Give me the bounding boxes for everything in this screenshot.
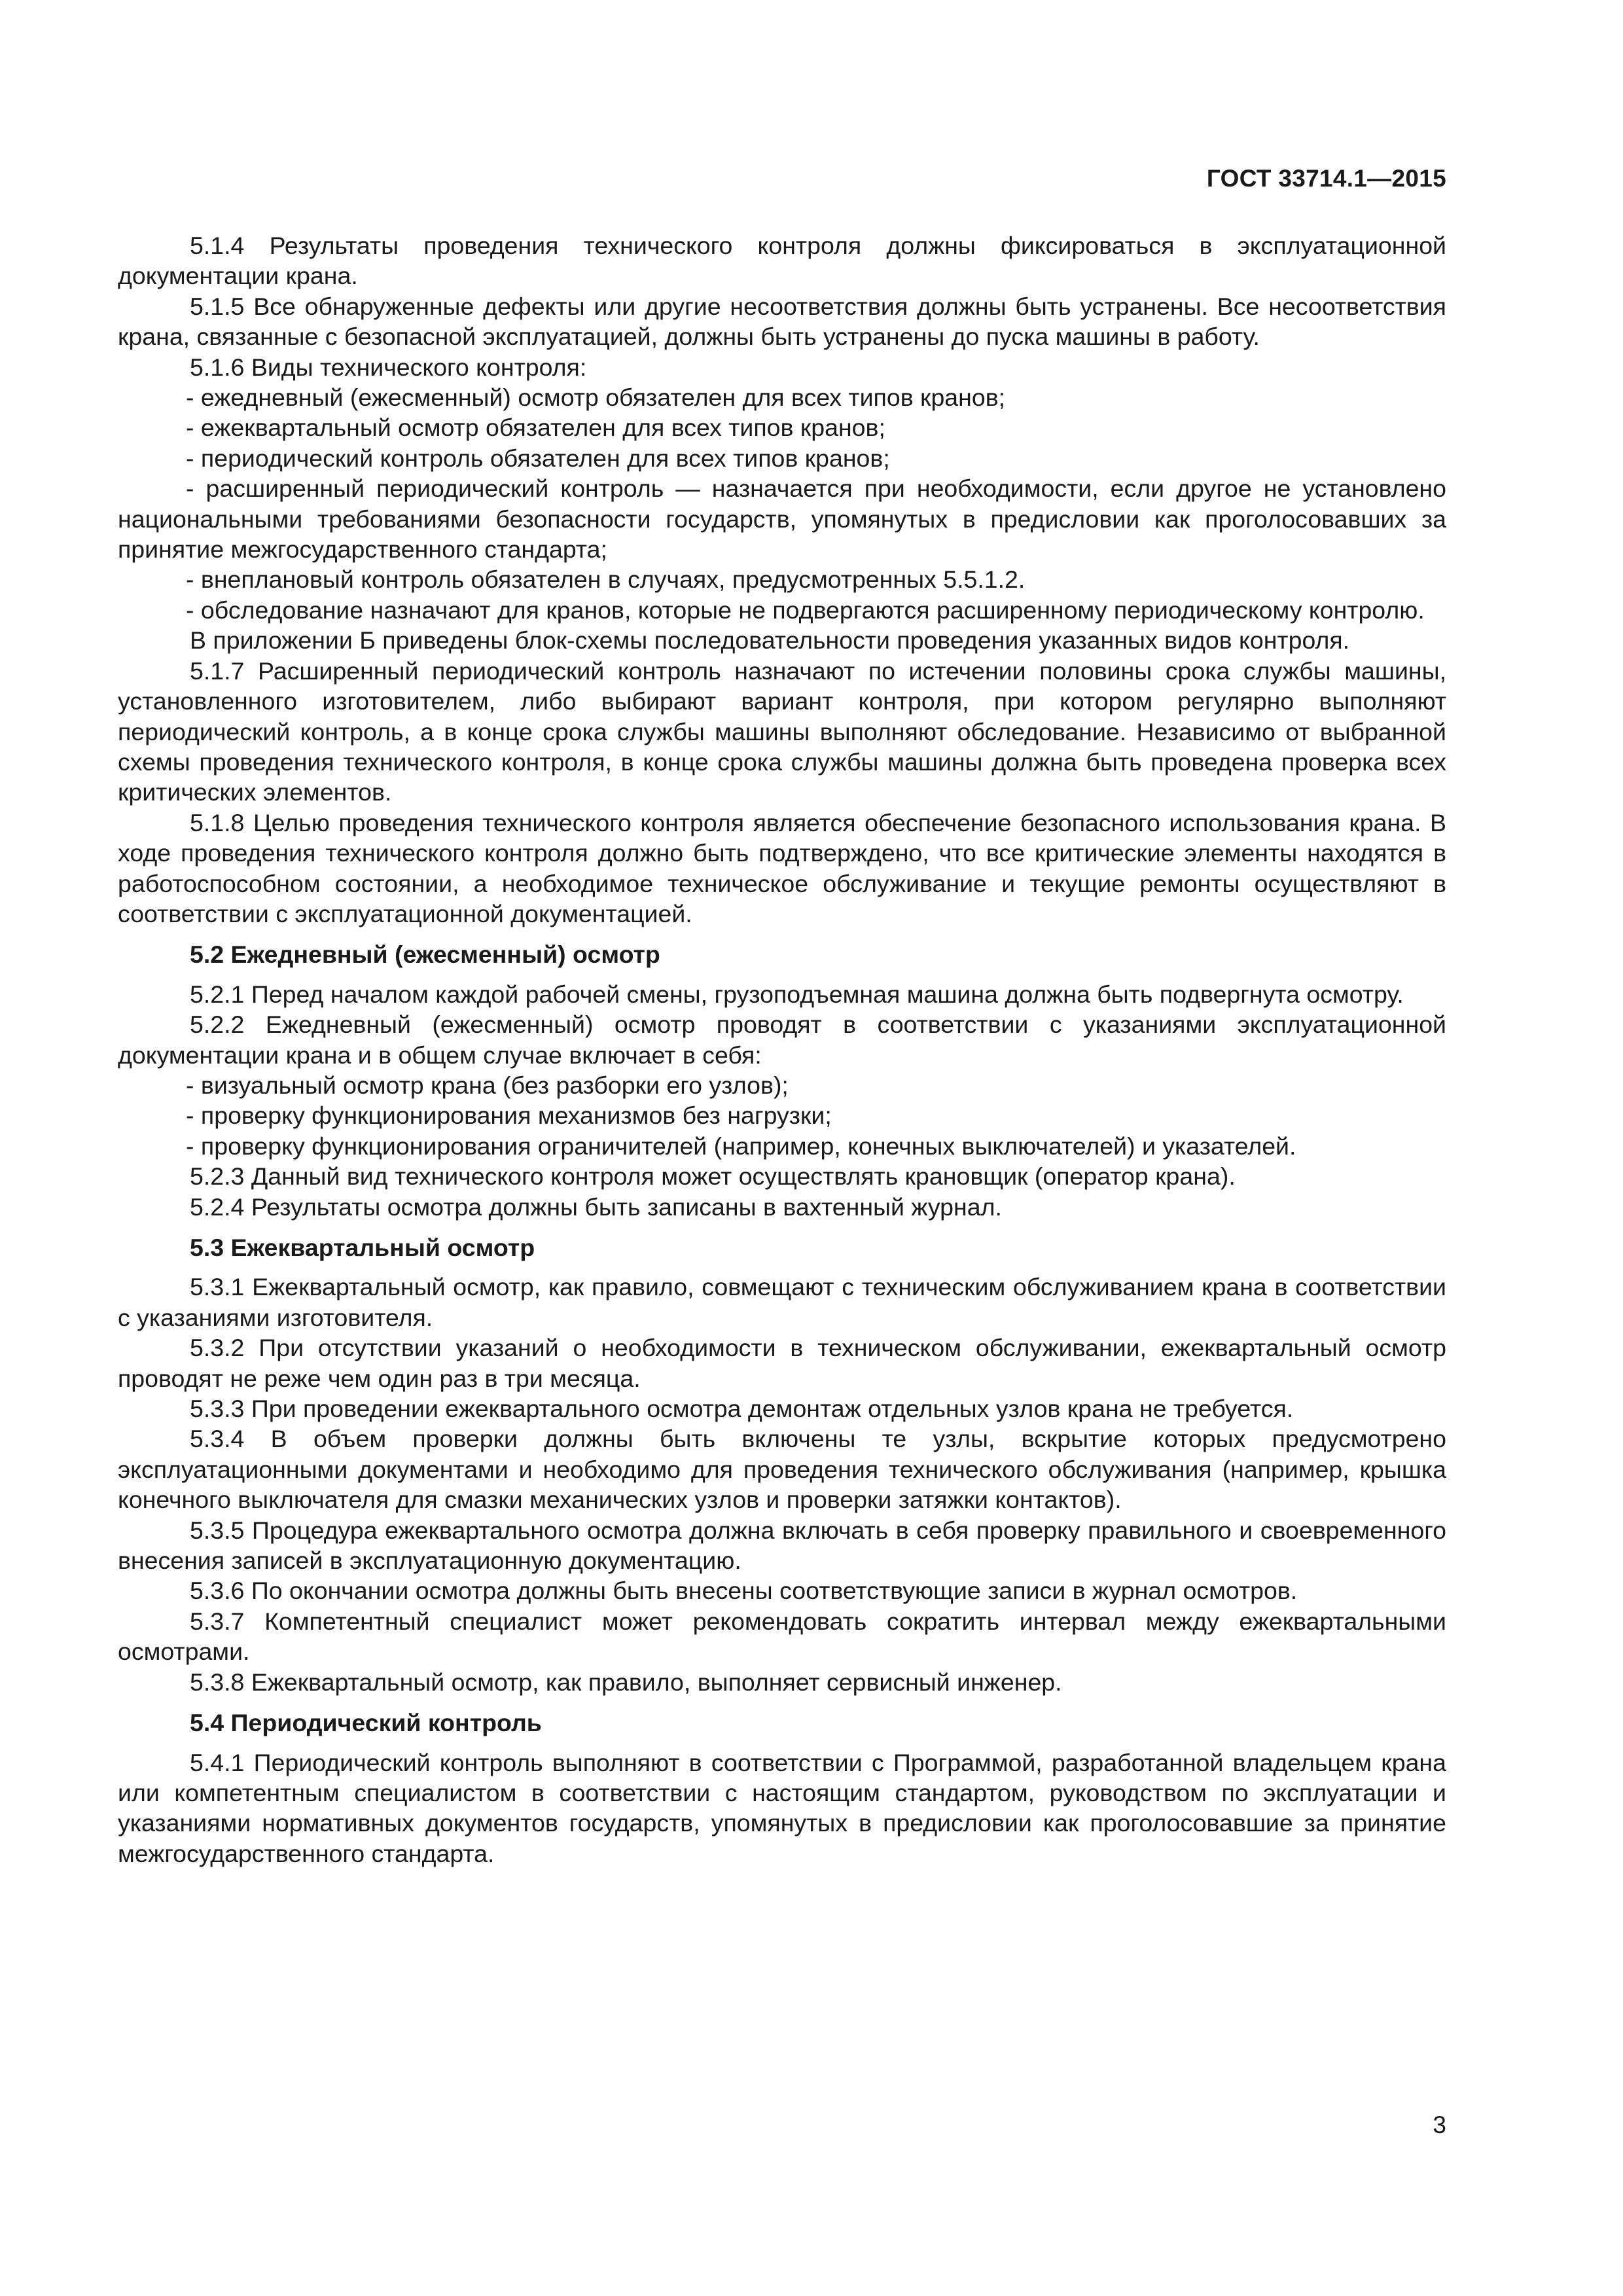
- paragraph-5-2-1: 5.2.1 Перед началом каждой рабочей смены, грузоподъемная машина должна быть подвергнута осмотру.: [190, 980, 1404, 1008]
- paragraph-5-3-3: 5.3.3 При проведении ежеквартального осмотра демонтаж отдельных узлов крана не требуется.: [190, 1395, 1294, 1423]
- paragraph-5-1-8: 5.1.8 Целью проведения технического контроля является обеспечение безопасного использования крана. В ходе проведения технического контроля должно быть подтверждено, что все критические элементы находятся в работоспособном состоянии, а необходимое техническое обслуживание и текущие ремонты осуществляют в соответствии с эксплуатационной документацией.: [118, 808, 1446, 927]
- paragraph-5-3-2: 5.3.2 При отсутствии указаний о необходимости в техническом обслуживании, ежеквартальный осмотр проводят не реже чем один раз в три месяца.: [118, 1334, 1446, 1392]
- section-heading-5-4: 5.4 Периодический контроль: [190, 1709, 542, 1737]
- paragraph-5-3-7: 5.3.7 Компетентный специалист может рекомендовать сократить интервал между ежеквартальными осмотрами.: [118, 1607, 1446, 1666]
- list-item: - ежедневный (ежесменный) осмотр обязателен для всех типов кранов;: [186, 384, 1006, 412]
- paragraph-5-1-7: 5.1.7 Расширенный периодический контроль назначают по истечении половины срока службы машины, установленного изготовителем, либо выбирают вариант контроля, при котором регулярно выполняют периодический контроль, а в конце срока службы машины выполняют обследование. Независимо от выбранной схемы проведения технического контроля, в конце срока службы машины должна быть проведена проверка всех критических элементов.: [118, 656, 1446, 806]
- section-heading-5-3: 5.3 Ежеквартальный осмотр: [190, 1234, 535, 1261]
- paragraph-5-1-4: 5.1.4 Результаты проведения технического контроля должны фиксироваться в эксплуатационной документации крана.: [118, 232, 1446, 290]
- paragraph-5-2-3: 5.2.3 Данный вид технического контроля может осуществлять крановщик (оператор крана).: [190, 1162, 1236, 1191]
- list-item: - расширенный периодический контроль — назначается при необходимости, если другое не установлено национальными требованиями безопасности государств, упомянутых в предисловии как проголосовавших за принятие межгосударственного стандарта;: [118, 475, 1446, 564]
- paragraph-5-2-4: 5.2.4 Результаты осмотра должны быть записаны в вахтенный журнал.: [190, 1193, 1002, 1221]
- document-body: [118, 230, 1446, 1869]
- list-item: - ежеквартальный осмотр обязателен для всех типов кранов;: [186, 414, 885, 442]
- paragraph-5-1-5: 5.1.5 Все обнаруженные дефекты или другие несоответствия должны быть устранены. Все несоответствия крана, связанные с безопасной эксплуатацией, должны быть устранены до пуска машины в работу.: [118, 292, 1446, 351]
- paragraph-annex-b: В приложении Б приведены блок-схемы последовательности проведения указанных видов контроля.: [190, 626, 1350, 655]
- paragraph-5-3-1: 5.3.1 Ежеквартальный осмотр, как правило, совмещают с техническим обслуживанием крана в соответствии с указаниями изготовителя.: [118, 1273, 1446, 1331]
- standard-code-header: ГОСТ 33714.1—2015: [1206, 165, 1446, 192]
- paragraph-5-2-2: 5.2.2 Ежедневный (ежесменный) осмотр проводят в соответствии с указаниями эксплуатационной документации крана и в общем случае включает в себя:: [118, 1011, 1446, 1069]
- list-item: - проверку функционирования механизмов без нагрузки;: [186, 1102, 832, 1130]
- list-item: - обследование назначают для кранов, которые не подвергаются расширенному периодическому контролю.: [186, 596, 1425, 624]
- paragraph-5-3-4: 5.3.4 В объем проверки должны быть включены те узлы, вскрытие которых предусмотрено эксплуатационными документами и необходимо для проведения технического обслуживания (например, крышка конечного выключателя для смазки механических узлов и проверки затяжки контактов).: [118, 1425, 1446, 1514]
- list-item: - внеплановый контроль обязателен в случаях, предусмотренных 5.5.1.2.: [186, 565, 1026, 594]
- paragraph-5-3-6: 5.3.6 По окончании осмотра должны быть внесены соответствующие записи в журнал осмотров.: [190, 1577, 1298, 1605]
- document-page: [118, 0, 1446, 2296]
- list-item: - проверку функционирования ограничителей (например, конечных выключателей) и указателей.: [186, 1132, 1296, 1160]
- paragraph-5-1-6: 5.1.6 Виды технического контроля:: [190, 353, 587, 381]
- paragraph-5-3-8: 5.3.8 Ежеквартальный осмотр, как правило, выполняет сервисный инженер.: [190, 1668, 1062, 1696]
- list-item: - периодический контроль обязателен для всех типов кранов;: [186, 444, 890, 472]
- section-heading-5-2: 5.2 Ежедневный (ежесменный) осмотр: [190, 941, 660, 969]
- paragraph-5-4-1: 5.4.1 Периодический контроль выполняют в соответствии с Программой, разработанной владельцем крана или компетентным специалистом в соответствии с настоящим стандартом, руководством по эксплуатации и указаниями нормативных документов государств, упомянутых в предисловии как проголосовавшие за принятие межгосударственного стандарта.: [118, 1748, 1446, 1867]
- list-item: - визуальный осмотр крана (без разборки его узлов);: [186, 1071, 789, 1099]
- paragraph-5-3-5: 5.3.5 Процедура ежеквартального осмотра должна включать в себя проверку правильного и своевременного внесения записей в эксплуатационную документацию.: [118, 1516, 1446, 1575]
- page-number: 3: [1433, 2111, 1446, 2138]
